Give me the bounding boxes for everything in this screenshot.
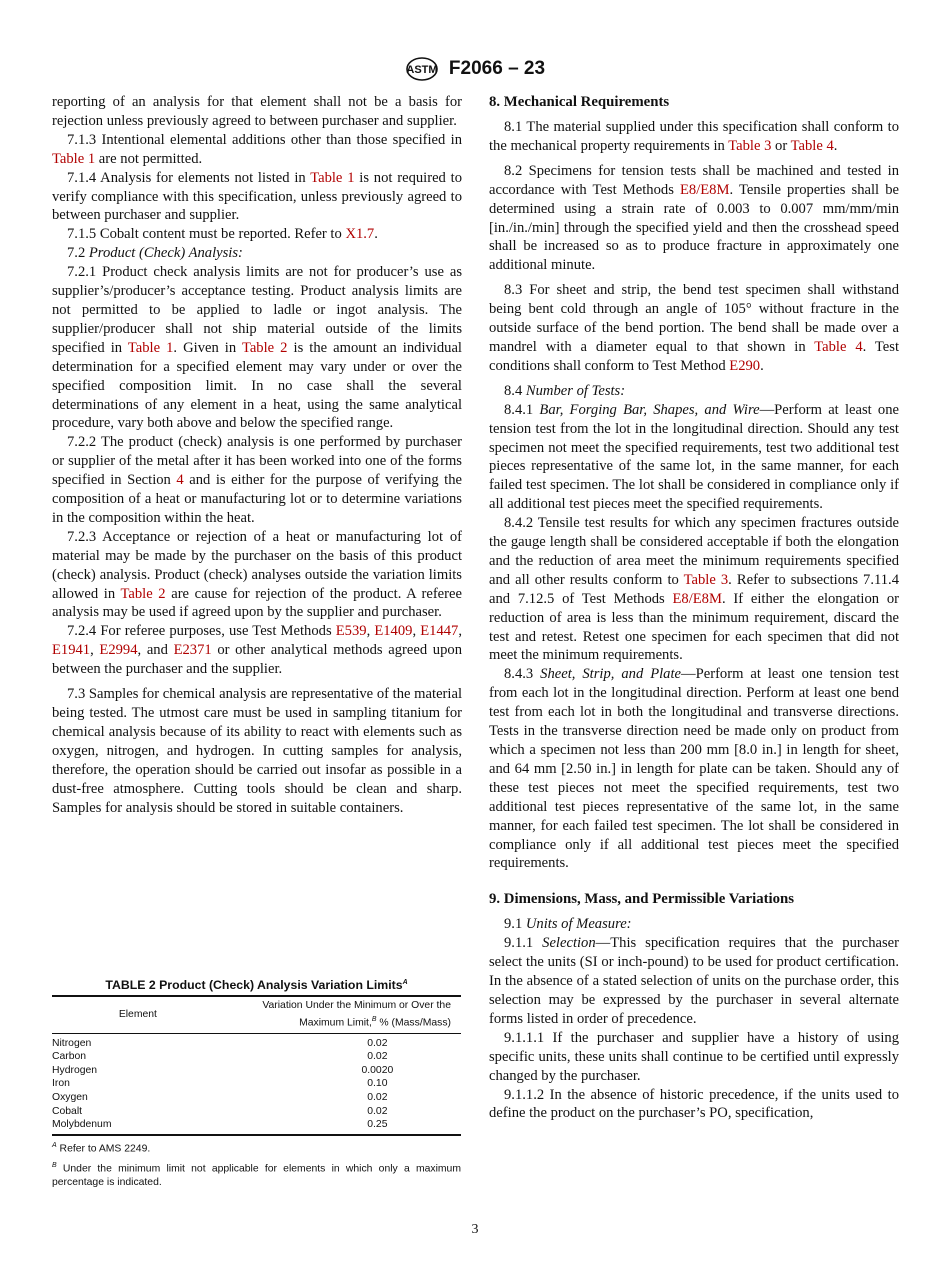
cross-reference-link[interactable]: E1941: [52, 642, 91, 659]
cross-reference-link[interactable]: E8/E8M: [672, 590, 722, 607]
variation-cell: 0.02: [367, 1092, 388, 1104]
paragraph-text: are cause for rejection of the product. A referee analysis may be used if agreed upon by the supplier and purchaser.: [52, 585, 462, 621]
cross-reference-link[interactable]: Table 1: [52, 150, 96, 167]
paragraph-text: ,: [90, 642, 100, 659]
left-column: [52, 93, 462, 817]
paragraph-text: 8.3 For sheet and strip, the bend test specimen shall withstand being bent cold through an angle of 105° without fracture in the outside surface of the bend portion. The bend shall be made over a mandrel with a diameter equal to that shown in: [489, 282, 899, 355]
paragraph-text: 7.2.2 The product (check) analysis is one performed by purchaser or supplier of the metal after it has been worked into one of the forms specified in Section: [52, 434, 462, 489]
document-designation: F2066 – 23: [448, 58, 546, 79]
italic-subheading: Units of Measure:: [525, 916, 632, 933]
paragraph-text: reporting of an analysis for that element shall not be a basis for rejection unless previously agreed to between purchaser and supplier.: [52, 94, 462, 129]
paragraph-text: 8.4: [504, 382, 526, 399]
paragraph-text: or: [771, 137, 791, 154]
variation-cell: 0.25: [367, 1119, 388, 1131]
paragraph: [52, 433, 462, 528]
footnote-mark: B: [371, 1015, 377, 1023]
variation-cell: 0.02: [367, 1051, 388, 1063]
element-cell: Hydrogen: [52, 1064, 98, 1076]
table-caption: [52, 978, 461, 992]
paragraph: [489, 118, 899, 156]
paragraph: [489, 401, 899, 514]
paragraph-text: . Refer to subsections 7.11.4 and 7.12.5 of Test Methods: [489, 571, 900, 607]
paragraph-text: 8.1 The material supplied under this specification shall conform to the mechanical property requirements in: [489, 119, 899, 154]
paragraph: [52, 263, 462, 433]
paragraph-text: 7.1.4 Analysis for elements not listed in: [67, 169, 311, 186]
paragraph: [52, 169, 462, 226]
right-column: [489, 93, 899, 1123]
footnote-mark: B: [52, 1161, 57, 1169]
cross-reference-link[interactable]: E2994: [99, 642, 138, 659]
table-row: [52, 1050, 461, 1064]
paragraph-text: ,: [412, 623, 421, 640]
paragraph-text: 8.2 Specimens for tension tests shall be machined and tested in accordance with Test Methods: [489, 162, 899, 198]
cross-reference-link[interactable]: E2371: [173, 642, 212, 659]
paragraph-text: . Given in: [173, 339, 242, 356]
paragraph-text: , and: [137, 642, 174, 659]
paragraph-text: . If either the elongation or reduction of area is less than the minimum requirement, discard the test and retest. Retest one specimen for each specimen that did not meet the minimum requirements.: [489, 590, 899, 664]
italic-subheading: Number of Tests:: [525, 382, 626, 399]
cross-reference-link[interactable]: X1.7: [345, 226, 375, 243]
paragraph-text: 8.4.2 Tensile test results for which any specimen fractures outside the gauge length shall be considered acceptable if both the elongation and the reduction of area meet the minimum requirements specified and all other results conform to: [489, 515, 899, 588]
element-cell: Oxygen: [52, 1092, 88, 1104]
astm-logo-icon: [405, 56, 439, 82]
italic-subheading: Product (Check) Analysis:: [88, 245, 243, 262]
table-row: [52, 1118, 461, 1135]
paragraph: [52, 131, 462, 169]
paragraph-text: . Test conditions shall conform to Test Method: [489, 338, 899, 374]
italic-subheading: Sheet, Strip, and Plate: [540, 666, 682, 683]
cross-reference-link[interactable]: 4: [176, 472, 184, 489]
paragraph: [52, 244, 462, 263]
cross-reference-link[interactable]: Table 1: [127, 339, 174, 356]
variation-cell: 0.10: [367, 1078, 388, 1090]
paragraph: [489, 1029, 899, 1086]
footnote-text: Refer to AMS 2249.: [56, 1143, 151, 1155]
element-cell: Molybdenum: [52, 1119, 112, 1131]
header-line: % (Mass/Mass): [376, 1017, 451, 1029]
paragraph-text: 7.2: [67, 245, 89, 262]
paragraph-text: 8.4.3: [504, 666, 541, 683]
cross-reference-link[interactable]: Table 3: [728, 137, 772, 154]
cross-reference-link[interactable]: E539: [335, 623, 367, 640]
paragraph: [52, 685, 462, 817]
variation-limits-table: [52, 995, 461, 1136]
paragraph-text: ,: [458, 623, 462, 640]
header-line: Maximum Limit,: [299, 1017, 372, 1029]
svg-text:ASTM: ASTM: [406, 64, 438, 76]
cross-reference-link[interactable]: E8/E8M: [680, 181, 730, 198]
paragraph: [52, 225, 462, 244]
paragraph-text: 9.1.1.2 In the absence of historic precedence, if the units used to define the product on the purchaser’s PO, specification,: [489, 1086, 899, 1122]
cross-reference-link[interactable]: Table 4: [814, 338, 863, 355]
paragraph-text: 7.1.5 Cobalt content must be reported. Refer to: [67, 226, 346, 243]
paragraph: [489, 934, 899, 1029]
table-row: [52, 1077, 461, 1091]
section-heading: 9. Dimensions, Mass, and Permissible Variations: [489, 891, 795, 908]
table-header-row: [52, 996, 461, 1033]
paragraph: [52, 93, 462, 131]
paragraph-text: 7.2.4 For referee purposes, use Test Methods: [67, 623, 336, 640]
table-caption-text: TABLE 2 Product (Check) Analysis Variation Limits: [105, 978, 403, 992]
paragraph-text: .: [760, 357, 764, 374]
variation-cell: 0.0020: [361, 1064, 394, 1076]
paragraph-text: —Perform at least one tension test from the lot in the longitudinal direction. Should any test specimen not meet the specified requirements, test two additional test pieces representative of the same lot, in the same manner, for each failed test specimen. The lot shall be considered in compliance only if all additional test pieces meet the specified requirements.: [489, 401, 899, 513]
cross-reference-link[interactable]: E1447: [420, 623, 459, 640]
header-line: Variation Under the Minimum or Over the: [262, 1000, 451, 1011]
table-row: [52, 1064, 461, 1078]
italic-subheading: Selection: [542, 935, 596, 952]
element-cell: Nitrogen: [52, 1037, 92, 1049]
cross-reference-link[interactable]: E290: [729, 357, 761, 374]
italic-subheading: Bar, Forging Bar, Shapes, and Wire: [539, 401, 760, 418]
paragraph: [489, 665, 899, 873]
paragraph-text: —This specification requires that the purchaser select the units (SI or inch-pound) to be used for product certification. In the absence of a stated selection of units on the purchase order, this selection may be expressed by the purchaser in several alternate forms listed in order of precedence.: [489, 935, 899, 1027]
section-heading: 8. Mechanical Requirements: [489, 94, 670, 110]
paragraph-text: .: [833, 137, 838, 154]
table-row: [52, 1105, 461, 1119]
column-header-variation: [224, 996, 461, 1033]
cross-reference-link[interactable]: Table 3: [683, 571, 729, 588]
cross-reference-link[interactable]: Table 4: [790, 137, 834, 154]
paragraph-text: 9.1.1: [504, 935, 543, 952]
element-cell: Carbon: [52, 1051, 87, 1063]
paragraph: [52, 622, 462, 679]
paragraph-text: . Tensile properties shall be determined using a strain rate of 0.003 to 0.007 mm/mm/min [in./in./min] through the specified yield and then the crosshead speed shall be increased so as to produce fracture in approximately one additional minute.: [489, 181, 899, 274]
footnote-text: Under the minimum limit not applicable for elements in which only a maximum percentage is indicated.: [52, 1163, 461, 1188]
table-footnote: [52, 1139, 461, 1156]
table-row: [52, 1033, 461, 1050]
paragraph: [489, 514, 899, 665]
page-number: 3: [471, 1222, 479, 1237]
element-cell: Cobalt: [52, 1105, 83, 1117]
page-header: [0, 56, 950, 82]
paragraph-text: is not required to verify compliance with this specification, unless previously agreed to between purchaser and supplier.: [52, 169, 462, 224]
paragraph-text: 8.4.1: [504, 401, 540, 418]
paragraph-text: 7.1.3 Intentional elemental additions other than those specified in: [67, 131, 462, 148]
cross-reference-link[interactable]: Table 2: [120, 585, 166, 602]
paragraph-text: and is either for the purpose of verifying the composition of a heat or manufacturing lot or to determine variations in the composition within the heat.: [52, 472, 462, 526]
paragraph-text: 7.2.1 Product check analysis limits are not for producer’s use as supplier’s/producer’s acceptance testing. Product analysis limits are not permitted to be applied to ladle or ingot analysis. The supplier/producer shall not ship material outside of the limits specified in: [52, 264, 462, 356]
paragraph-text: 9.1: [504, 916, 526, 933]
variation-cell: 0.02: [367, 1037, 388, 1049]
paragraph: [489, 382, 899, 401]
cross-reference-link[interactable]: Table 1: [310, 169, 355, 186]
footnote-mark: A: [52, 1141, 57, 1149]
table-row: [52, 1091, 461, 1105]
paragraph-text: ,: [366, 623, 375, 640]
paragraph: [489, 162, 899, 275]
paragraph: [489, 1086, 899, 1124]
footnote-mark: A: [402, 978, 408, 986]
paragraph-text: or other analytical methods agreed upon between the purchaser and the supplier.: [52, 642, 462, 678]
paragraph-text: is the amount an individual determination for a specified element may vary under or over the specified composition limit. In no case shall the several determinations of any element in a heat, using the same analytical procedure, vary both above and below the specified range.: [52, 339, 462, 432]
paragraph: [489, 281, 899, 376]
column-header-element: Element: [118, 1008, 157, 1020]
element-cell: Iron: [52, 1078, 70, 1090]
paragraph-text: —Perform at least one tension test from each lot in the longitudinal direction. Perform at least one bend test from each lot in both the longitudinal and transverse directions. Tests in the transverse direction need be made only on product from which a specimen not less than 200 mm [8.0 in.] in length for sheet, and 64 mm [2.50 in.] in length for plate can be taken. Should any of these test pieces not meet the specified requirements, test two additional test pieces representative of the same lot, in the same manner, for each failed test specimen. The lot shall be considered in compliance only if all additional test pieces meet the specified requirements.: [489, 666, 899, 872]
cross-reference-link[interactable]: Table 2: [241, 339, 288, 356]
variation-cell: 0.02: [367, 1105, 388, 1117]
paragraph-text: 9.1.1.1 If the purchaser and supplier have a history of using specific units, these units shall continue to be certified until expressly changed by the purchaser.: [489, 1029, 899, 1084]
table-footnote: [52, 1159, 461, 1190]
cross-reference-link[interactable]: E1409: [374, 623, 413, 640]
paragraph-text: 7.2.3 Acceptance or rejection of a heat or manufacturing lot of material may be made by the purchaser on the basis of this product (check) analysis. Product (check) analyses outside the variation limits allowed in: [52, 528, 462, 602]
paragraph-text: .: [374, 226, 378, 243]
paragraph: [489, 915, 899, 934]
paragraph-text: are not permitted.: [95, 150, 203, 167]
paragraph-text: 7.3 Samples for chemical analysis are representative of the material being tested. The utmost care must be used in sampling titanium for chemical analysis because of its ability to react with elements such as oxygen, nitrogen, and hydrogen. In cutting samples for analysis, therefore, the operation should be carried out insofar as possible in a dust-free atmosphere. Cutting tools should be clean and sharp. Samples for analysis should be stored in suitable containers.: [52, 686, 462, 816]
paragraph: [52, 528, 462, 623]
table-2: [52, 978, 461, 1190]
